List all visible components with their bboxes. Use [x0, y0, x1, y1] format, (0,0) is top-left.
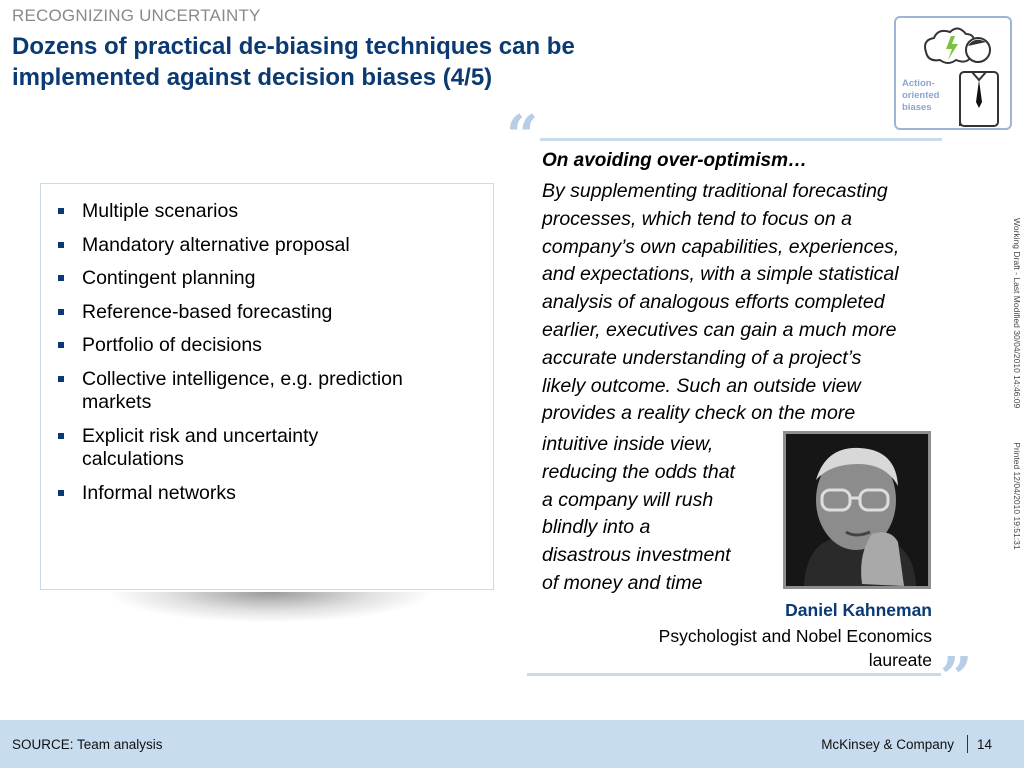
list-item-text: Explicit risk and uncertainty — [82, 424, 319, 447]
bullet-icon — [58, 433, 64, 439]
page-number: 14 — [976, 737, 992, 752]
author-name: Daniel Kahneman — [785, 600, 932, 620]
list-item-text: Mandatory alternative proposal — [82, 233, 350, 256]
list-item-text-cont: markets — [82, 391, 152, 413]
quote-line: provides a reality check on the more — [542, 402, 856, 425]
author-role — [602, 624, 932, 672]
quote-line: likely outcome. Such an outside view — [542, 374, 861, 397]
page-title-line-1: Dozens of practical de-biasing techniques can be — [12, 33, 575, 60]
quote-line: By supplementing traditional forecasting — [542, 180, 888, 202]
quote-line: and expectations, with a simple statistical — [542, 263, 899, 286]
quote-line: a company will rush — [542, 488, 714, 511]
quote-line: disastrous investment — [542, 544, 731, 567]
quote-body-continued — [542, 431, 782, 598]
badge-label-line-3: biases — [902, 102, 932, 113]
quote-line: intuitive inside view, — [542, 433, 714, 455]
techniques-box — [40, 183, 494, 590]
list-item — [82, 267, 483, 291]
quote-line: of money and time — [542, 571, 703, 594]
quote-body — [542, 178, 982, 428]
bullet-icon — [58, 490, 64, 496]
list-item — [82, 301, 483, 325]
quote-line: processes, which tend to focus on a — [542, 207, 853, 230]
bullet-icon — [58, 275, 64, 281]
page-title — [12, 31, 712, 93]
badge-label — [902, 78, 958, 114]
printed-text: Printed 12/04/2010 19:51:31 — [1012, 442, 1022, 550]
author-portrait — [783, 431, 931, 589]
section-kicker: RECOGNIZING UNCERTAINTY — [12, 6, 261, 25]
action-oriented-biases-badge — [894, 16, 1012, 130]
badge-label-line-2: oriented — [902, 90, 940, 101]
bullet-icon — [58, 309, 64, 315]
close-quote-icon: ” — [940, 645, 973, 711]
bullet-icon — [58, 208, 64, 214]
bullet-icon — [58, 342, 64, 348]
quote-line: company’s own capabilities, experiences, — [542, 235, 900, 258]
list-item — [82, 200, 483, 224]
list-item-text: Informal networks — [82, 481, 236, 504]
company-name: McKinsey & Company — [821, 737, 954, 752]
quote-line: blindly into a — [542, 516, 651, 539]
author-role-line-2: laureate — [868, 650, 932, 670]
list-item-text: Collective intelligence, e.g. prediction — [82, 367, 403, 390]
list-item — [82, 334, 483, 358]
badge-label-line-1: Action- — [902, 78, 935, 89]
open-quote-icon: “ — [506, 103, 539, 169]
quote-line: accurate understanding of a project’s — [542, 346, 862, 369]
box-shadow — [110, 592, 430, 622]
footer-separator — [967, 735, 968, 753]
list-item-text: Multiple scenarios — [82, 200, 239, 222]
side-metadata-text — [1012, 218, 1022, 550]
source-note: SOURCE: Team analysis — [12, 737, 163, 752]
quote-line: earlier, executives can gain a much more — [542, 318, 897, 341]
list-item — [82, 234, 483, 258]
bullet-icon — [58, 242, 64, 248]
side-metadata — [1008, 218, 1024, 578]
quote-line: analysis of analogous efforts completed — [542, 291, 885, 314]
quote-bottom-rule — [527, 673, 941, 676]
list-item-text: Reference-based forecasting — [82, 300, 333, 323]
author-role-line-1: Psychologist and Nobel Economics — [658, 626, 932, 646]
list-item-text-cont: calculations — [82, 448, 184, 470]
bullet-icon — [58, 376, 64, 382]
quote-line: reducing the odds that — [542, 460, 735, 483]
last-modified-text: Working Draft - Last Modified 30/04/2010 14:46:09 — [1012, 218, 1022, 409]
footer-bar — [0, 720, 1024, 768]
techniques-list — [41, 184, 493, 505]
list-item-text: Contingent planning — [82, 267, 256, 289]
quote-heading: On avoiding over-optimism… — [542, 150, 807, 171]
list-item — [82, 425, 483, 472]
quote-top-rule — [540, 138, 942, 141]
list-item — [82, 368, 483, 415]
list-item — [82, 482, 483, 506]
portrait-photo-icon — [786, 434, 928, 586]
page-title-line-2: implemented against decision biases (4/5) — [12, 64, 493, 91]
list-item-text: Portfolio of decisions — [82, 334, 262, 356]
